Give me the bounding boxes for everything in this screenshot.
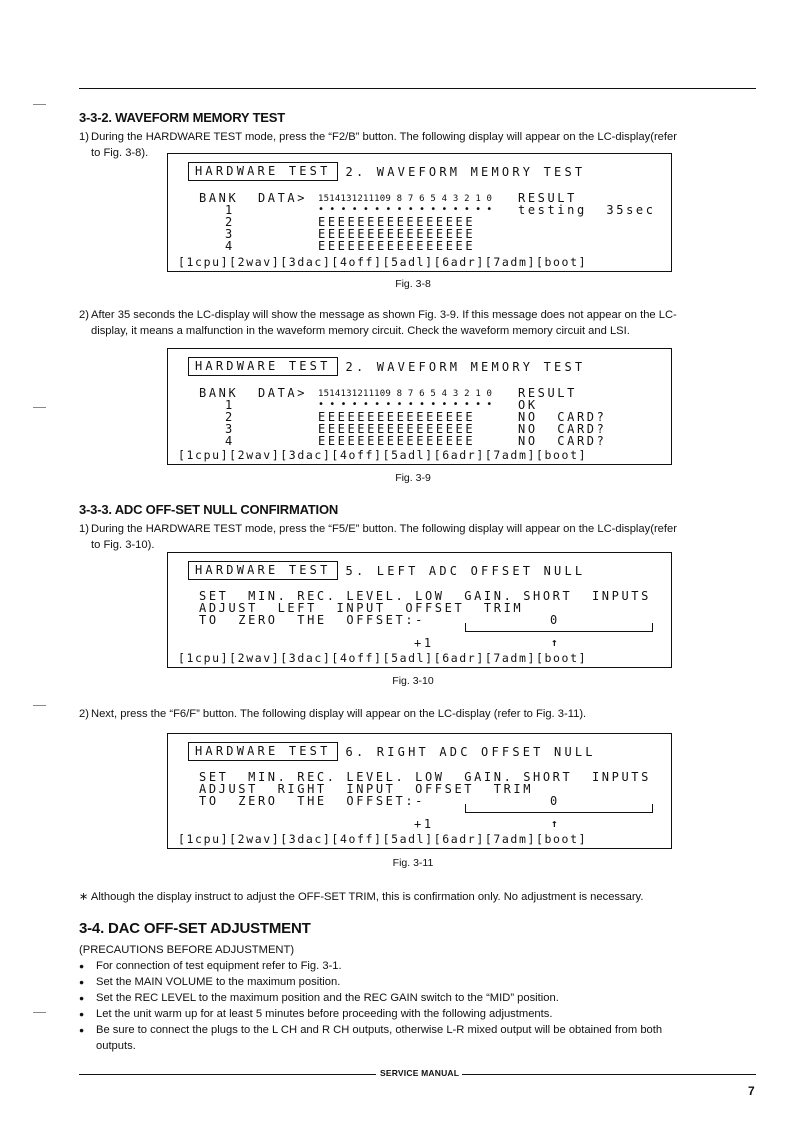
lcd-header: [188, 562, 585, 579]
list-item-text: Be sure to connect the plugs to the L CH and R CH outputs, otherwise L-R mixed output will be obtained from both: [96, 1024, 663, 1036]
step-text: During the HARDWARE TEST mode, press the “F5/E” button. The following display will appear on the LC-display(refer: [91, 523, 677, 535]
menu-bar: [1cpu][2wav][3dac][4off][5adl][6adr][7adm][boot]: [178, 832, 588, 846]
step-2-paragraph: [79, 307, 759, 339]
offset-value: +1: [414, 636, 434, 650]
step-number: 1): [79, 523, 89, 535]
bank-number: 1: [225, 203, 235, 217]
note-paragraph: ∗ Although the display instruct to adjust the OFF-SET TRIM, this is confirmation only. No adjustment is necessary.: [79, 891, 644, 903]
test-title: 5. LEFT ADC OFFSET NULL: [345, 563, 586, 578]
bank-number: 2: [225, 410, 235, 424]
bank-number: 1: [225, 398, 235, 412]
figure-caption: Fig. 3-11: [392, 857, 434, 869]
result-value: NO CARD?: [518, 410, 607, 424]
footer-rule-left: [79, 1074, 376, 1075]
result-value: NO CARD?: [518, 422, 607, 436]
lcd-display-fig-3-10: [167, 552, 672, 668]
step-number: 2): [79, 309, 89, 321]
bank-data: EEEEEEEEEEEEEEEE: [318, 239, 476, 253]
step-text: Next, press the “F6/F” button. The following display will appear on the LC-display (refer to Fig. 3-11).: [91, 708, 587, 720]
list-item: ● For connection of test equipment refer to Fig. 3-1.: [79, 958, 769, 974]
list-item: ● Set the MAIN VOLUME to the maximum position.: [79, 974, 769, 990]
zero-mark: 0: [550, 613, 560, 627]
lcd-display-fig-3-9: [167, 348, 672, 465]
result-label: RESULT: [518, 386, 577, 400]
precautions-label: (PRECAUTIONS BEFORE ADJUSTMENT): [79, 944, 295, 956]
result-value: OK: [518, 398, 538, 412]
menu-bar: [1cpu][2wav][3dac][4off][5adl][6adr][7adm][boot]: [178, 651, 588, 665]
test-title: 2. WAVEFORM MEMORY TEST: [345, 164, 586, 179]
instruction-line: SET MIN. REC. LEVEL. LOW GAIN. SHORT INPUTS: [199, 770, 651, 784]
bank-data: EEEEEEEEEEEEEEEE: [318, 410, 476, 424]
top-rule: [79, 88, 756, 89]
offset-value: +1: [414, 817, 434, 831]
margin-mark: [33, 104, 46, 105]
bank-number: 4: [225, 434, 235, 448]
step-number: 2): [79, 708, 89, 720]
mode-tag: HARDWARE TEST: [188, 162, 338, 181]
section-heading-adc-offset-null: 3-3-3. ADC OFF-SET NULL CONFIRMATION: [79, 502, 339, 517]
lcd-header: [188, 743, 596, 760]
step-2-paragraph: [79, 706, 759, 722]
section-heading-waveform-memory-test: 3-3-2. WAVEFORM MEMORY TEST: [79, 110, 285, 125]
instruction-line: TO ZERO THE OFFSET:-: [199, 794, 425, 808]
bank-data: EEEEEEEEEEEEEEEE: [318, 227, 476, 241]
lcd-display-fig-3-8: [167, 153, 672, 272]
bank-data: EEEEEEEEEEEEEEEE: [318, 422, 476, 436]
test-title: 2. WAVEFORM MEMORY TEST: [345, 359, 586, 374]
test-title: 6. RIGHT ADC OFFSET NULL: [345, 744, 596, 759]
offset-scale: [465, 804, 653, 813]
list-item: ● Set the REC LEVEL to the maximum position and the REC GAIN switch to the “MID” position.: [79, 990, 769, 1006]
result-value: testing 35sec: [518, 203, 656, 217]
step-text-continued: to Fig. 3-8).: [91, 147, 149, 159]
section-heading-dac-offset-adjustment: 3-4. DAC OFF-SET ADJUSTMENT: [79, 920, 311, 937]
bank-label: BANK DATA>: [199, 386, 308, 400]
figure-caption: Fig. 3-8: [395, 278, 431, 290]
bank-data: EEEEEEEEEEEEEEEE: [318, 434, 476, 448]
step-text: During the HARDWARE TEST mode, press the “F2/B” button. The following display will appear on the LC-display(refer: [91, 131, 677, 143]
footer-rule-right: [462, 1074, 756, 1075]
margin-mark: [33, 1012, 46, 1013]
up-arrow-icon: ↑: [551, 817, 558, 830]
list-item: [79, 1022, 769, 1054]
bank-data: EEEEEEEEEEEEEEEE: [318, 215, 476, 229]
menu-bar: [1cpu][2wav][3dac][4off][5adl][6adr][7adm][boot]: [178, 255, 588, 269]
step-1-paragraph: [79, 521, 759, 553]
margin-mark: [33, 407, 46, 408]
bank-number: 2: [225, 215, 235, 229]
figure-caption: Fig. 3-9: [395, 472, 431, 484]
list-item-continued: outputs.: [96, 1040, 136, 1052]
instruction-line: TO ZERO THE OFFSET:-: [199, 613, 425, 627]
zero-mark: 0: [550, 794, 560, 808]
bit-index-labels: 1514131211109 8 7 6 5 4 3 2 1 0: [318, 389, 493, 399]
footer-label: SERVICE MANUAL: [380, 1068, 460, 1078]
bank-data-dots: ••••••••••••••••: [318, 204, 498, 215]
figure-caption: Fig. 3-10: [392, 675, 434, 687]
step-text-continued: to Fig. 3-10).: [91, 539, 155, 551]
result-value: NO CARD?: [518, 434, 607, 448]
instruction-line: ADJUST RIGHT INPUT OFFSET TRIM: [199, 782, 534, 796]
mode-tag: HARDWARE TEST: [188, 742, 338, 761]
margin-mark: [33, 705, 46, 706]
instruction-line: ADJUST LEFT INPUT OFFSET TRIM: [199, 601, 524, 615]
lcd-display-fig-3-11: [167, 733, 672, 849]
menu-bar: [1cpu][2wav][3dac][4off][5adl][6adr][7adm][boot]: [178, 448, 588, 462]
up-arrow-icon: ↑: [551, 636, 558, 649]
step-text: After 35 seconds the LC-display will show the message as shown Fig. 3-9. If this message does not appear on the LC-: [91, 309, 677, 321]
bank-number: 4: [225, 239, 235, 253]
mode-tag: HARDWARE TEST: [188, 561, 338, 580]
step-number: 1): [79, 131, 89, 143]
bank-label: BANK DATA>: [199, 191, 308, 205]
mode-tag: HARDWARE TEST: [188, 357, 338, 376]
bit-index-labels: 1514131211109 8 7 6 5 4 3 2 1 0: [318, 194, 493, 204]
lcd-header: [188, 163, 585, 180]
result-label: RESULT: [518, 191, 577, 205]
list-item: ● Let the unit warm up for at least 5 minutes before proceeding with the following adjustments.: [79, 1006, 769, 1022]
instruction-line: SET MIN. REC. LEVEL. LOW GAIN. SHORT INPUTS: [199, 589, 651, 603]
step-text-continued: display, it means a malfunction in the waveform memory circuit. Check the waveform memory circuit and LSI.: [91, 325, 630, 337]
page-number: 7: [748, 1084, 755, 1098]
lcd-header: [188, 358, 585, 375]
offset-scale: [465, 623, 653, 632]
bank-number: 3: [225, 227, 235, 241]
bank-data-dots: ••••••••••••••••: [318, 399, 498, 410]
bank-number: 3: [225, 422, 235, 436]
precautions-list: [79, 958, 769, 1054]
